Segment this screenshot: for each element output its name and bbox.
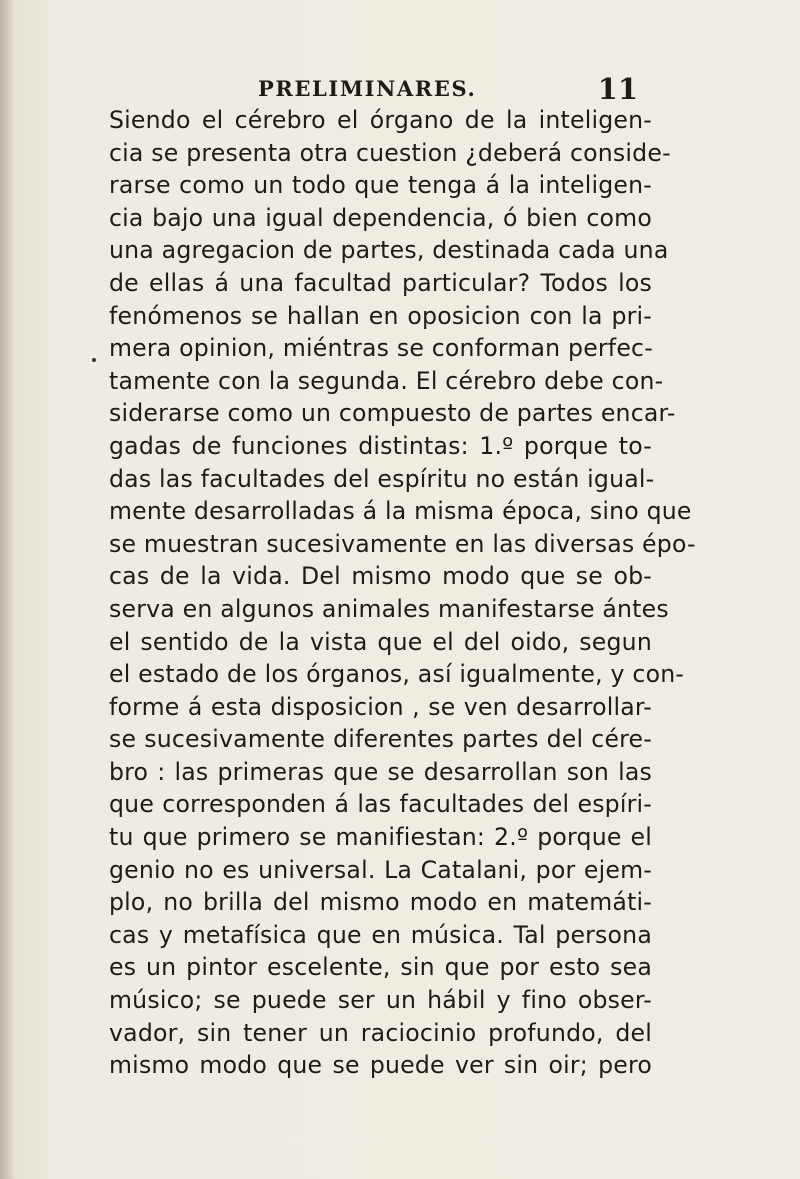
text-line: fenómenos se hallan en oposicion con la pri- — [109, 301, 652, 330]
text-line: cas y metafísica que en música. Tal persona — [109, 920, 652, 949]
text-line: tamente con la segunda. El cérebro debe con- — [109, 366, 664, 395]
text-line: músico; se puede ser un hábil y fino obser- — [109, 986, 652, 1015]
text-line: rarse como un todo que tenga á la inteligen- — [109, 171, 652, 200]
text-line: siderarse como un compuesto de partes encar- — [109, 399, 676, 428]
text-line: gadas de funciones distintas: 1.º porque to- — [109, 431, 652, 460]
text-line: de ellas á una facultad particular? Todos los — [109, 268, 652, 297]
text-line: vador, sin tener un raciocinio profundo, del — [109, 1018, 652, 1047]
text-line: das las facultades del espíritu no están igual- — [109, 464, 655, 493]
text-line: se sucesivamente diferentes partes del cére- — [109, 725, 652, 754]
text-line: Siendo el cérebro el órgano de la inteligen- — [109, 106, 652, 134]
text-line: cia bajo una igual dependencia, ó bien como — [109, 203, 652, 232]
text-line: que corresponden á las facultades del espíri- — [109, 790, 652, 819]
text-line: serva en algunos animales manifestarse ántes — [109, 594, 669, 623]
text-line: una agregacion de partes, destinada cada una — [109, 236, 669, 265]
text-line: bro : las primeras que se desarrollan son las — [109, 757, 652, 786]
running-head: PRELIMINARES. — [258, 76, 477, 101]
text-line: forme á esta disposicion , se ven desarrollar- — [109, 692, 652, 721]
text-line: tu que primero se manifiestan: 2.º porque el — [109, 823, 652, 852]
page-number: 11 — [597, 72, 638, 106]
text-line: es un pintor escelente, sin que por esto sea — [109, 953, 652, 982]
text-line: el sentido de la vista que el del oido, segun — [109, 627, 652, 656]
text-line: el estado de los órganos, así igualmente, y con- — [109, 660, 685, 689]
text-line: genio no es universal. La Catalani, por ejem- — [109, 855, 652, 884]
body-text — [109, 104, 696, 1082]
margin-mark — [92, 358, 96, 362]
text-line: mente desarrolladas á la misma época, sino que — [109, 497, 692, 526]
text-line: mera opinion, miéntras se conforman perfec- — [109, 334, 653, 363]
text-line: cas de la vida. Del mismo modo que se ob- — [109, 562, 652, 591]
page-header — [258, 72, 638, 106]
text-line: plo, no brilla del mismo modo en matemáti- — [109, 888, 652, 917]
spine-shadow — [0, 0, 14, 1179]
text-line: cia se presenta otra cuestion ¿deberá conside- — [109, 138, 671, 167]
text-line: se muestran sucesivamente en las diversas épo- — [109, 529, 696, 558]
text-line: mismo modo que se puede ver sin oir; pero — [109, 1051, 652, 1080]
